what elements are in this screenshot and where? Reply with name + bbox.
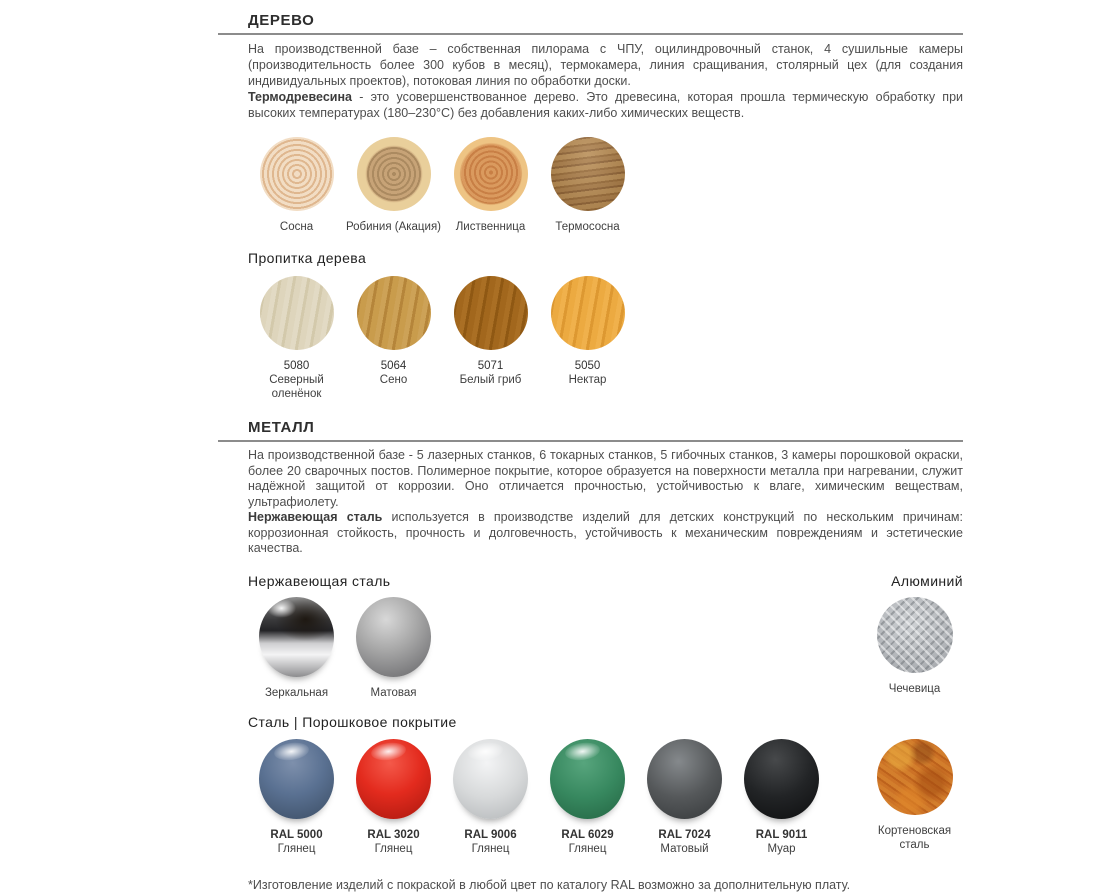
impregnation-swatch-5080	[248, 276, 345, 401]
mirror-steel-sphere	[259, 597, 334, 677]
stainless-aluminum-row	[248, 597, 963, 700]
thermo-wood-definition: - это усовершенствованное дерево. Это древесина, которая прошла термическую обработку при высоких температурах (180–230°С) без добавления каких-либо химических веществ.	[248, 90, 963, 120]
impregnation-color-sample	[454, 276, 528, 350]
ral-color-sphere	[744, 739, 819, 819]
ral-swatches-group	[248, 739, 830, 856]
ral-finish: Глянец	[277, 842, 316, 855]
robinia-wood-photo	[357, 137, 431, 211]
matte-steel-sphere	[356, 597, 431, 677]
catalog-page	[218, 0, 963, 892]
wood-description-text: На производственной базе – собственная пилорама с ЧПУ, оцилиндровочный станок, 4 сушильные камеры (производительность более 300 кубов в месяц), термокамера, линия сращивания, столярный цех (для создания индивидуальных проектов), потоковая линия по обработки доски.	[248, 42, 963, 88]
ral-code: RAL 9006	[464, 828, 517, 841]
wood-species-row	[248, 137, 963, 234]
species-swatch-larch	[442, 137, 539, 234]
ral-swatch-5000	[248, 739, 345, 856]
ral-color-sphere	[259, 739, 334, 819]
impregnation-name: Сено	[379, 374, 408, 386]
species-label: Лиственница	[455, 221, 526, 233]
impregnation-name: Белый гриб	[459, 374, 522, 386]
impregnation-swatch-5050	[539, 276, 636, 401]
stainless-swatches-group	[248, 597, 442, 700]
corten-swatch	[866, 739, 963, 856]
aluminum-finish-label: Чечевица	[888, 682, 941, 695]
ral-code: RAL 7024	[658, 828, 711, 841]
ral-swatch-3020	[345, 739, 442, 856]
stainless-term: Нержавеющая сталь	[248, 510, 383, 524]
species-label: Сосна	[279, 221, 314, 233]
species-label: Термососна	[555, 221, 620, 233]
ral-swatch-9011	[733, 739, 830, 856]
ral-code: RAL 3020	[367, 828, 420, 841]
stainless-finish-label: Матовая	[370, 686, 417, 699]
wood-section-title: ДЕРЕВО	[248, 12, 315, 29]
impregnation-swatch-5064	[345, 276, 442, 401]
stainless-aluminum-headings	[248, 573, 963, 589]
metal-description-text: На производственной базе - 5 лазерных станков, 6 токарных станков, 5 гибочных станков, 3 камеры порошковой окраски, более 20 сварочных постов. Полимерное покрытие, которое образуется на поверхности металла при нагревании, служит надёжной защитой от коррозии. Оно отличается прочностью, устойчивостью к влаге, химическим веществам, ультрафиолету.	[248, 448, 963, 509]
thermopine-wood-photo	[551, 137, 625, 211]
ral-finish: Глянец	[471, 842, 510, 855]
ral-color-sphere	[356, 739, 431, 819]
species-swatch-robinia	[345, 137, 442, 234]
corten-label: Кортеновская сталь	[877, 824, 952, 851]
aluminum-swatch-checker	[866, 597, 963, 700]
stainless-finish-label: Зеркальная	[264, 686, 329, 699]
aluminum-title: Алюминий	[891, 572, 963, 589]
metal-section-title: МЕТАЛЛ	[248, 419, 315, 436]
impregnation-color-sample	[260, 276, 334, 350]
species-label: Робиния (Акация)	[345, 221, 441, 233]
impregnation-swatch-5071	[442, 276, 539, 401]
stainless-title: Нержавеющая сталь	[248, 572, 391, 589]
ral-finish: Муар	[767, 842, 796, 855]
wood-section-divider	[218, 33, 963, 35]
ral-color-sphere	[550, 739, 625, 819]
ral-swatch-6029	[539, 739, 636, 856]
ral-swatch-9006	[442, 739, 539, 856]
species-swatch-thermopine	[539, 137, 636, 234]
impregnation-code: 5050	[574, 360, 601, 372]
impregnation-name: Северный оленёнок	[269, 374, 324, 400]
impregnation-color-sample	[551, 276, 625, 350]
wood-description	[248, 41, 963, 121]
ral-footnote: *Изготовление изделий с покраской в любой цвет по каталогу RAL возможно за дополнительную плату.	[248, 877, 851, 892]
impregnation-code: 5064	[380, 360, 407, 372]
ral-code: RAL 9011	[755, 828, 808, 841]
ral-swatch-7024	[636, 739, 733, 856]
stainless-swatch-matte	[345, 597, 442, 700]
metal-section-divider	[218, 440, 963, 442]
impregnation-name: Нектар	[568, 374, 607, 386]
checker-plate-sample	[877, 597, 953, 673]
impregnation-row	[248, 276, 963, 401]
ral-code: RAL 6029	[561, 828, 614, 841]
pine-wood-photo	[260, 137, 334, 211]
powder-coating-title: Сталь | Порошковое покрытие	[248, 713, 457, 730]
ral-color-sphere	[453, 739, 528, 819]
ral-finish: Матовый	[660, 842, 709, 855]
impregnation-code: 5080	[283, 360, 310, 372]
larch-wood-photo	[454, 137, 528, 211]
metal-description	[248, 448, 963, 557]
impregnation-title: Пропитка дерева	[248, 250, 367, 266]
ral-color-sphere	[647, 739, 722, 819]
corten-steel-sample	[877, 739, 953, 815]
ral-finish: Глянец	[568, 842, 607, 855]
impregnation-code: 5071	[477, 360, 504, 372]
impregnation-color-sample	[357, 276, 431, 350]
ral-finish: Глянец	[374, 842, 413, 855]
thermo-wood-term: Термодревесина	[248, 90, 352, 104]
species-swatch-pine	[248, 137, 345, 234]
stainless-definition: используется в производстве изделий для детских конструкций по нескольким причинам: коррозионная стойкость, прочность и долговечность, устойчивость к механическим повреждениям и эстетические качества.	[248, 510, 963, 555]
stainless-swatch-mirror	[248, 597, 345, 700]
ral-code: RAL 5000	[270, 828, 323, 841]
powder-coating-row	[248, 739, 963, 856]
